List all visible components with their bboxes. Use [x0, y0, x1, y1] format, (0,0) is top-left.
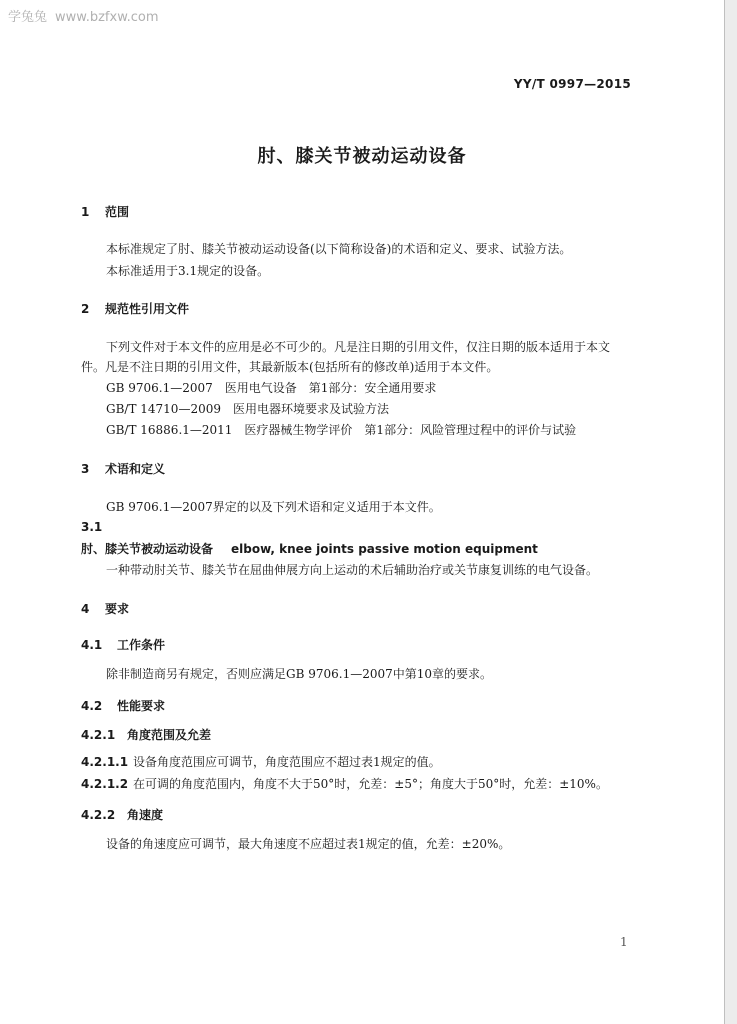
- section-title: 术语和定义: [105, 462, 166, 476]
- clause-number: 4.2.1.2: [81, 777, 129, 791]
- section-number: 4.2: [81, 699, 103, 713]
- reference-item: GB 9706.1—2007 医用电气设备 第1部分：安全通用要求: [106, 381, 437, 395]
- clause-text: 设备角度范围应可调节，角度范围应不超过表1规定的值。: [133, 755, 441, 769]
- working-conditions-paragraph: 除非制造商另有规定，否则应满足GB 9706.1—2007中第10章的要求。: [106, 667, 493, 681]
- section-title: 性能要求: [117, 699, 166, 713]
- section-number: 3: [81, 462, 90, 476]
- scope-paragraph-2: 本标准适用于3.1规定的设备。: [106, 264, 270, 278]
- section-title: 规范性引用文件: [105, 302, 190, 316]
- section-1-heading: [81, 203, 129, 220]
- section-number: 2: [81, 302, 90, 316]
- section-4-heading: [81, 600, 129, 617]
- watermark-url: www.bzfxw.com: [55, 10, 159, 25]
- section-number: 4: [81, 602, 90, 616]
- section-title: 角度范围及允差: [127, 728, 212, 742]
- watermark: [8, 6, 159, 25]
- term-definition: 一种带动肘关节、膝关节在屈曲伸展方向上运动的术后辅助治疗或关节康复训练的电气设备。: [106, 563, 599, 577]
- section-4-2-1-heading: [81, 726, 211, 743]
- clause-4-2-1-1: [81, 753, 441, 770]
- term-english: elbow, knee joints passive motion equipment: [231, 542, 538, 556]
- terms-paragraph: GB 9706.1—2007界定的以及下列术语和定义适用于本文件。: [106, 500, 441, 514]
- term-chinese: 肘、膝关节被动运动设备: [81, 542, 214, 556]
- normative-paragraph-line-2: 件。凡是不注日期的引用文件，其最新版本(包括所有的修改单)适用于本文件。: [81, 360, 499, 374]
- section-title: 范围: [105, 205, 130, 219]
- section-title: 工作条件: [117, 638, 166, 652]
- page-number: 1: [620, 935, 628, 949]
- reference-item: GB/T 16886.1—2011 医疗器械生物学评价 第1部分：风险管理过程中的评价与试验: [106, 423, 577, 437]
- section-number: 1: [81, 205, 90, 219]
- section-number: 4.1: [81, 638, 103, 652]
- section-4-1-heading: [81, 636, 165, 653]
- normative-paragraph-line-1: 下列文件对于本文件的应用是必不可少的。凡是注日期的引用文件，仅注日期的版本适用于本文: [106, 340, 611, 354]
- clause-number: 4.2.1.1: [81, 755, 129, 769]
- document-title: 肘、膝关节被动运动设备: [257, 146, 467, 167]
- section-number: 4.2.2: [81, 808, 116, 822]
- section-4-2-2-heading: [81, 806, 163, 823]
- document-code: YY/T 0997—2015: [513, 77, 631, 91]
- reference-item: GB/T 14710—2009 医用电器环境要求及试验方法: [106, 402, 389, 416]
- section-4-2-heading: [81, 697, 165, 714]
- term-number: 3.1: [81, 520, 103, 534]
- clause-4-2-1-2: [81, 775, 608, 792]
- section-2-heading: [81, 300, 189, 317]
- section-title: 角速度: [127, 808, 164, 822]
- scope-paragraph-1: 本标准规定了肘、膝关节被动运动设备(以下简称设备)的术语和定义、要求、试验方法。: [106, 242, 572, 256]
- section-3-heading: [81, 460, 165, 477]
- term-entry: [81, 540, 538, 557]
- clause-text: 在可调的角度范围内，角度不大于50°时，允差：±5°；角度大于50°时，允差：±10%。: [133, 777, 608, 791]
- section-number: 4.2.1: [81, 728, 116, 742]
- page-edge: [724, 0, 737, 1024]
- watermark-site-name: 学兔兔: [8, 10, 48, 25]
- section-title: 要求: [105, 602, 130, 616]
- angular-velocity-paragraph: 设备的角速度应可调节，最大角速度不应超过表1规定的值，允差：±20%。: [106, 837, 511, 851]
